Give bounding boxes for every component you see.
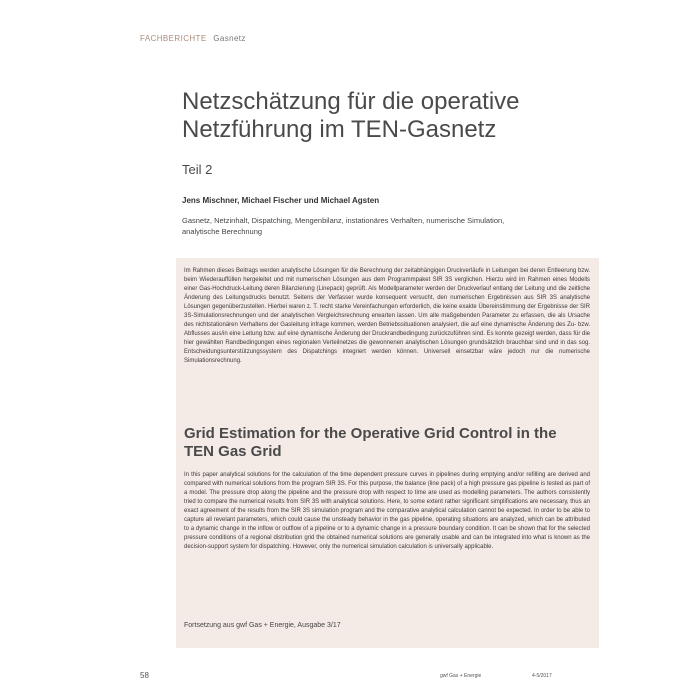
continuation-note: Fortsetzung aus gwf Gas + Energie, Ausgabe 3/17 [184, 622, 341, 629]
page-number: 58 [140, 671, 149, 680]
section-label: FACHBERICHTE [140, 34, 207, 43]
topic-label: Gasnetz [213, 34, 246, 43]
english-title: Grid Estimation for the Operative Grid Control in the TEN Gas Grid [184, 425, 557, 460]
abstract-german: Im Rahmen dieses Beitrags werden analytische Lösungen für die Berechnung der zeitabhängigen Druckverläufe in Leitungen bei deren Entleerung bzw. beim Wiederauffüllen hergeleitet und mit numerischen Lösungen aus dem Programmpaket SIR 3S verglichen. Hierzu wird im Rahmen eines Modells einer Gas-Hochdruck-Leitung deren Bilanzierung (Linepack) geprüft. Als Modellparameter werden der Druckverlauf entlang der Leitung und die zeitliche Änderung des Leitungsdrucks benutzt. Seitens der Verfasser wurde konsequent versucht, den numerischen Ergebnissen aus SIR 3S analytische Lösungen gegenüberzustellen. Hierbei waren z. T. recht starke Vereinfachungen erforderlich, die keine exakte Übereinstimmung der Ergebnisse der SIR 3S-Simulationsrechnungen und der analytischen Vergleichsrechnung erwarten lassen. Um alle maßgebenden Parameter zu erfassen, die als Ursache des nichtstationären Verhaltens der Gasleitung infrage kommen, werden Betriebssituationen analysiert, die auf eine dynamische Änderung des Zu- bzw. Abflusses aus/in eine Leitung bzw. auf eine dynamische Änderung der Druckrandbedingung zurückzuführen sind. Es konnte gezeigt werden, dass für die hier gewählten Randbedingungen eines regionalen Verteilnetzes die gewonnenen analytischen Lösungen grundsätzlich brauchbar sind und in das sog. Entscheidungsunterstützungssystem des Dispatchings integriert werden können. Universell einsetzbar wäre jedoch nur die numerische Simulationsrechnung. [184, 268, 590, 365]
article-authors: Jens Mischner, Michael Fischer und Michael Agsten [182, 196, 380, 205]
footer-issue: 4-5/2017 [532, 673, 552, 679]
running-header [140, 34, 246, 43]
footer-publication: gwf Gas + Energie [440, 673, 482, 679]
article-part: Teil 2 [182, 162, 213, 177]
abstract-english: In this paper analytical solutions for the calculation of the time dependent pressure curves in pipelines during emptying and/or refilling are derived and compared with numerical solutions from the program SIR 3S. For this purpose, the balance (line pack) of a high pressure gas pipeline is tested as part of a model. The pressure drop along the pipeline and the pressure drop with respect to time are used as modelling parameters. The authors consistently tried to compare the numerical results from SIR 3S with analytical solutions. Here, to some extent rather significant simplifications are necessary, thus an exact agreement of the results from the SIR 3S simulation program and the comparative analytical calculation cannot be expected. In order to be able to capture all revelant parameters, which could cause the unsteady behavior in the gas pipeline, operating situations are analyzed, which can be attributed to a dynamic change in the inflow or outflow of a pipeline or to a dynamic change in a pressure boundary condition. It can be shown that for the selected pressure conditions of a regional distribution grid the obtained numerical solutions are generally usable and can be integrated into what is known as the decision-support system for dispatching. However, only the numerical simulation calculation is universally applicable. [184, 472, 590, 551]
article-title: Netzschätzung für die operative Netzführung im TEN-Gasnetz [182, 88, 520, 143]
article-keywords: Gasnetz, Netzinhalt, Dispatching, Mengenbilanz, instationäres Verhalten, numerische Simulation, analytische Berechnung [182, 216, 505, 236]
